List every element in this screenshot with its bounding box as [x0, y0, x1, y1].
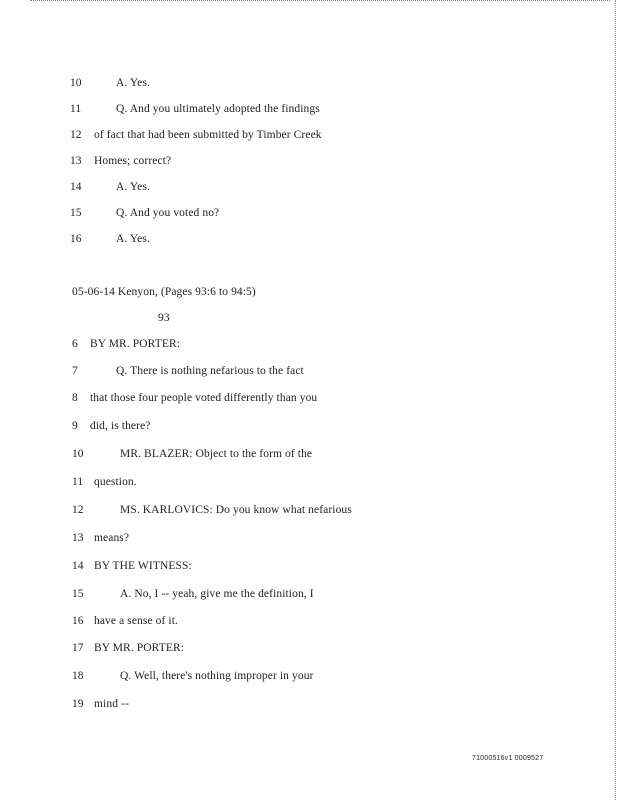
line-number: 14 [70, 181, 82, 193]
line-number: 8 [72, 392, 78, 404]
scan-top-edge [30, 0, 610, 5]
transcript-line: MS. KARLOVICS: Do you know what nefarious [120, 504, 352, 516]
line-number: 12 [70, 129, 82, 141]
transcript-line: Q. And you ultimately adopted the findings [116, 103, 320, 115]
transcript-line: BY MR. PORTER: [90, 338, 181, 350]
line-number: 19 [72, 698, 84, 710]
line-number: 11 [70, 103, 82, 115]
line-number: 9 [72, 420, 78, 432]
transcript-line: Homes; correct? [94, 155, 172, 167]
transcript-line: of fact that had been submitted by Timber Creek [94, 129, 322, 141]
designation-header: 05-06-14 Kenyon, (Pages 93:6 to 94:5) [72, 286, 256, 298]
line-number: 18 [72, 670, 84, 682]
line-number: 16 [72, 615, 84, 627]
line-number: 15 [70, 207, 82, 219]
scan-right-edge [615, 0, 617, 800]
transcript-line: A. Yes. [116, 77, 150, 89]
line-number: 12 [72, 504, 84, 516]
transcript-line: Q. Well, there's nothing improper in your [120, 670, 314, 682]
transcript-line: A. No, I -- yeah, give me the definition, I [120, 588, 314, 600]
line-number: 11 [72, 476, 84, 488]
line-number: 16 [70, 233, 82, 245]
transcript-line: A. Yes. [116, 233, 150, 245]
line-number: 15 [72, 588, 84, 600]
transcript-line: that those four people voted differently than you [90, 392, 318, 404]
line-number: 7 [72, 365, 78, 377]
transcript-line: Q. There is nothing nefarious to the fact [116, 365, 304, 377]
transcript-line: BY MR. PORTER: [94, 642, 185, 654]
transcript-line: A. Yes. [116, 181, 150, 193]
transcript-line: mind -- [94, 698, 129, 710]
transcript-line: BY THE WITNESS: [94, 560, 192, 572]
transcript-line: did, is there? [90, 420, 151, 432]
line-number: 14 [72, 560, 84, 572]
line-number: 10 [72, 448, 84, 460]
line-number: 6 [72, 338, 78, 350]
page-number: 93 [158, 312, 170, 324]
line-number: 13 [70, 155, 82, 167]
transcript-line: Q. And you voted no? [116, 207, 220, 219]
transcript-line: means? [94, 532, 130, 544]
transcript-line: MR. BLAZER: Object to the form of the [120, 448, 313, 460]
document-id: 71000516v1 0009527 [472, 755, 544, 762]
transcript-line: have a sense of it. [94, 615, 178, 627]
line-number: 10 [70, 77, 82, 89]
line-number: 17 [72, 642, 84, 654]
line-number: 13 [72, 532, 84, 544]
transcript-line: question. [94, 476, 137, 488]
